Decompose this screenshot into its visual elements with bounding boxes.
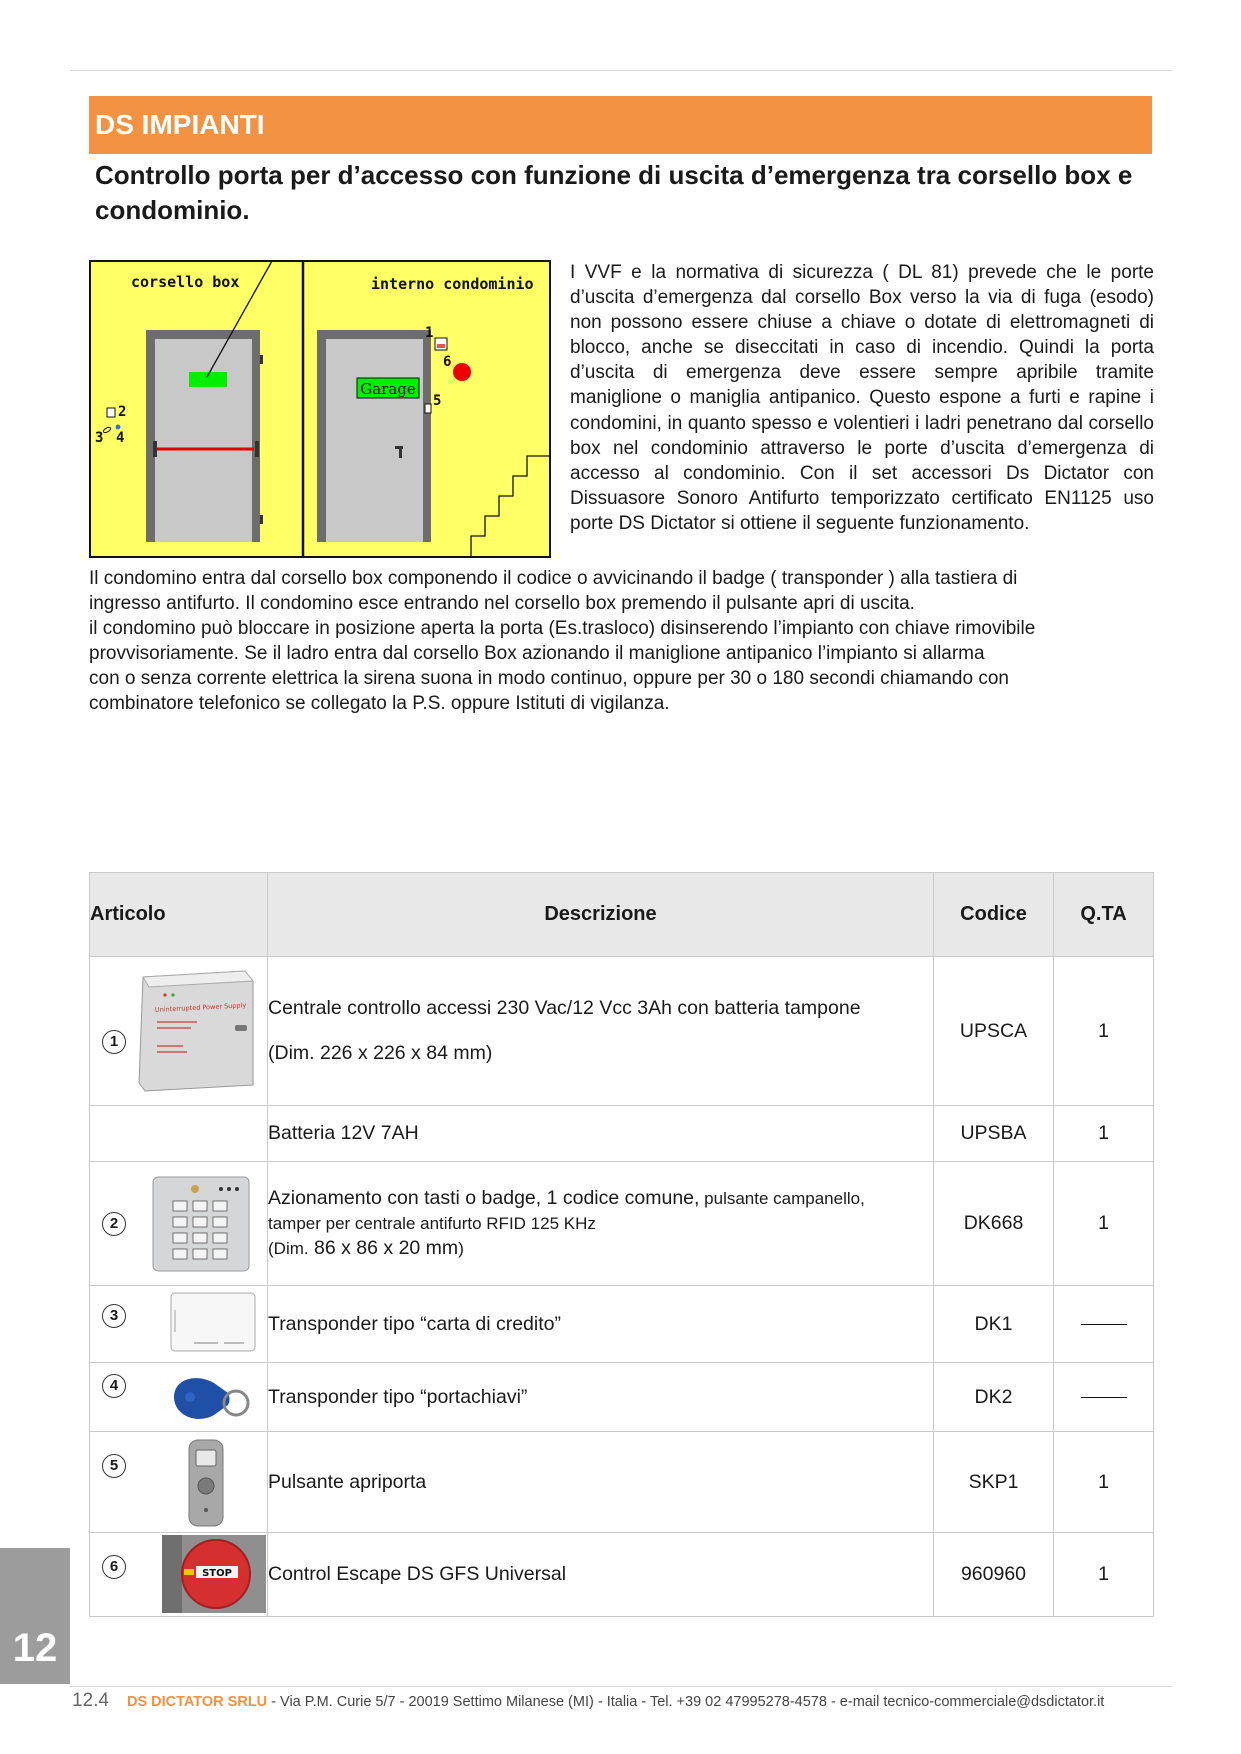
item-number: 6 <box>102 1555 126 1579</box>
description-small: pulsante campanello, <box>699 1189 865 1208</box>
article-cell <box>90 957 268 1106</box>
article-cell <box>90 1432 268 1533</box>
header-descrizione: Descrizione <box>268 873 934 957</box>
table-row <box>90 957 1154 1106</box>
keypad-image <box>151 1175 251 1273</box>
article-cell <box>90 1533 268 1617</box>
table-row <box>90 1162 1154 1286</box>
header-articolo: Articolo <box>90 873 268 957</box>
code-cell: UPSBA <box>934 1106 1054 1162</box>
dim-values: 86 x 86 x 20 mm <box>308 1237 459 1259</box>
table-header-row <box>90 873 1154 957</box>
header-qta: Q.TA <box>1054 873 1154 957</box>
article-cell <box>90 1286 268 1363</box>
keyfob-transponder-image <box>170 1369 256 1425</box>
code-cell: SKP1 <box>934 1432 1054 1533</box>
section-banner: DS IMPIANTI <box>89 96 1152 154</box>
qty-cell: 1 <box>1054 1106 1154 1162</box>
power-supply-label: Uninterrupted Power Supply <box>154 1001 247 1014</box>
body-line: Il condomino entra dal corsello box componendo il codice o avvicinando il badge ( transponder ) alla tastiera di <box>89 568 1018 589</box>
marker-3: 3 <box>95 430 104 446</box>
body-line: con o senza corrente elettrica la sirena suona in modo continuo, oppure per 30 o 180 secondi chiamando con <box>89 668 1009 689</box>
footer-page-ref: 12.4 <box>72 1690 109 1711</box>
diagram-label-left: corsello box <box>131 273 240 291</box>
qty-cell: 1 <box>1054 957 1154 1106</box>
body-line: combinatore telefonico se collegato la P.S. oppure Istituti di vigilanza. <box>89 693 670 714</box>
credit-card-transponder-image <box>170 1292 256 1354</box>
code-cell: UPSCA <box>934 957 1054 1106</box>
page-title: Controllo porta per d’accesso con funzione di uscita d’emergenza tra corsello box e condominio. <box>95 160 1133 225</box>
control-escape-image <box>162 1535 266 1613</box>
item-number: 1 <box>102 1030 126 1054</box>
code-cell: DK2 <box>934 1363 1054 1432</box>
intro-paragraph: I VVF e la normativa di sicurezza ( DL 81) prevede che le porte d’uscita d’emergenza dal corsello Box verso la via di fuga (esodo) non possono essere chiuse a chiave o dotate di elettromagneti di blocco, anche se diseccitati in caso di incendio. Quindi la porta d’uscita di emergenza deve essere sempre apribile tramite maniglione o maniglia antipanico. Questo espone a furti e rapine i condomini, in quanto spesso e volentieri i ladri penetrano dal corsello box nel condominio attraverso le porte d’uscita d’emergenza di accesso al condominio. Con il set accessori Ds Dictator con Dissuasore Sonoro Antifurto temporizzato certificato EN1125 uso porte DS Dictator si ottiene il seguente funzionamento. <box>570 262 1154 534</box>
top-rule <box>70 70 1172 71</box>
article-cell <box>90 1106 268 1162</box>
description-dimensions <box>268 1236 933 1261</box>
article-cell <box>90 1162 268 1286</box>
footer-address: - Via P.M. Curie 5/7 - 20019 Settimo Milanese (MI) - Italia - Tel. +39 02 47995278-4578 - e-mail tecnico-commerciale@dsdictator.it <box>267 1694 1105 1710</box>
page-tab: 12 <box>0 1548 70 1684</box>
table-row <box>90 1363 1154 1432</box>
description-main: Azionamento con tasti o badge, 1 codice comune, <box>268 1187 700 1209</box>
footer-company: DS DICTATOR SRLU <box>126 1694 268 1710</box>
description-cell <box>268 1162 934 1286</box>
description-cell: Batteria 12V 7AH <box>268 1106 934 1162</box>
garage-sign: Garage <box>360 380 416 398</box>
qty-cell: 1 <box>1054 1533 1154 1617</box>
footer-rule <box>70 1686 1172 1687</box>
qty-cell: 1 <box>1054 1432 1154 1533</box>
marker-6: 6 <box>443 354 452 370</box>
body-paragraph <box>89 566 1169 716</box>
body-line: il condomino può bloccare in posizione aperta la porta (Es.trasloco) disinserendo l’impianto con chiave rimovibile <box>89 618 1036 639</box>
footer <box>72 1690 1172 1712</box>
table-row <box>90 1533 1154 1617</box>
description-cell: Control Escape DS GFS Universal <box>268 1533 934 1617</box>
qty-cell <box>1054 1363 1154 1432</box>
no-quantity-dash <box>1081 1397 1127 1399</box>
marker-5: 5 <box>433 393 442 409</box>
power-supply-image <box>135 967 257 1093</box>
body-line: provvisoriamente. Se il ladro entra dal corsello Box azionando il maniglione antipanico l’impianto si allarma <box>89 643 985 664</box>
code-cell: DK1 <box>934 1286 1054 1363</box>
door-release-button-image <box>185 1438 227 1528</box>
description-line: Centrale controllo accessi 230 Vac/12 Vcc 3Ah con batteria tampone <box>268 997 861 1019</box>
stop-label: STOP <box>202 1568 232 1579</box>
table-row <box>90 1286 1154 1363</box>
dim-suffix: ) <box>458 1239 464 1258</box>
marker-2: 2 <box>118 404 127 420</box>
item-number: 5 <box>102 1454 126 1478</box>
diagram-label-right: interno condominio <box>371 275 534 293</box>
description-cell: Transponder tipo “portachiavi” <box>268 1363 934 1432</box>
item-number: 3 <box>102 1304 126 1328</box>
no-quantity-dash <box>1081 1324 1127 1326</box>
item-number: 2 <box>102 1212 126 1236</box>
description-line <box>268 1186 933 1211</box>
code-cell: DK668 <box>934 1162 1054 1286</box>
description-cell <box>268 957 934 1106</box>
code-cell: 960960 <box>934 1533 1054 1617</box>
description-dimensions: (Dim. 226 x 226 x 84 mm) <box>268 1042 493 1064</box>
qty-cell: 1 <box>1054 1162 1154 1286</box>
article-cell <box>90 1363 268 1432</box>
table-row <box>90 1106 1154 1162</box>
marker-4: 4 <box>116 430 125 446</box>
qty-cell <box>1054 1286 1154 1363</box>
description-cell: Transponder tipo “carta di credito” <box>268 1286 934 1363</box>
body-line: ingresso antifurto. Il condomino esce entrando nel corsello box premendo il pulsante apri di uscita. <box>89 593 915 614</box>
door-diagram <box>89 260 551 558</box>
header-codice: Codice <box>934 873 1054 957</box>
table-row <box>90 1432 1154 1533</box>
description-line: tamper per centrale antifurto RFID 125 KHz <box>268 1214 596 1233</box>
dim-prefix: (Dim. <box>268 1239 309 1258</box>
description-cell: Pulsante apriporta <box>268 1432 934 1533</box>
item-number: 4 <box>102 1374 126 1398</box>
marker-1: 1 <box>425 325 434 341</box>
articles-table <box>89 872 1154 1617</box>
